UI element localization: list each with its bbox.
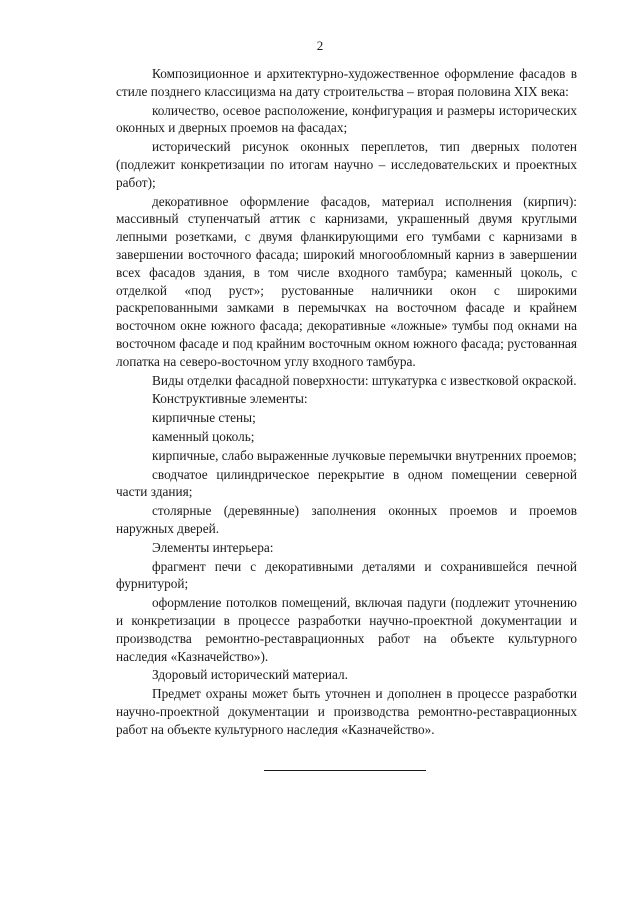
paragraph-protection-subject: Предмет охраны может быть уточнен и дополнен в процессе разработки научно-проектной документации и производства ремонтно-реставрационных работ на объекте культурного наследия «Казначейство». <box>116 686 577 737</box>
paragraph-window-pattern: исторический рисунок оконных переплетов, тип дверных полотен (подлежит конкретизации по итогам научно – исследовательских и проектных работ); <box>116 139 577 190</box>
paragraph-decorative-facade: декоративное оформление фасадов, материал исполнения (кирпич): массивный ступенчатый аттик с карнизами, украшенный двумя круглыми лепными розетками, с двумя фланкирующими его тумбами с карнизами в завершении восточного фасада; широкий многообломный карниз в завершении всех фасадов здания, в том числе входного тамбура; каменный цоколь, с отделкой «под руст»; рустованные наличники окон с широкими раскрепованными замками в перемычках на восточном фасаде и крайнем восточном окне южного фасада; декоративные «ложные» тумбы под окнами на восточном фасаде и под крайним восточным окном южного фасада; рустованная лопатка на северо-восточном углу входного тамбура. <box>116 193 577 369</box>
paragraph-lintels: кирпичные, слабо выраженные лучковые перемычки внутренних проемов; <box>152 447 577 463</box>
paragraph-structural-heading: Конструктивные элементы: <box>152 391 308 407</box>
paragraph-vaulted-ceiling: сводчатое цилиндрическое перекрытие в одном помещении северной части здания; <box>116 466 577 500</box>
paragraph-interior-heading: Элементы интерьера: <box>152 539 274 555</box>
paragraph-stone-plinth: каменный цоколь; <box>152 428 255 444</box>
paragraph-finish-types: Виды отделки фасадной поверхности: штукатурка с известковой окраской. <box>152 372 577 388</box>
paragraph-ceiling-design: оформление потолков помещений, включая падуги (подлежит уточнению и конкретизации в процессе разработки научно-проектной документации и производства ремонтно-реставрационных работ на объекте культурного наследия «Казначейство»). <box>116 595 577 664</box>
paragraph-joinery: столярные (деревянные) заполнения оконных проемов и проемов наружных дверей. <box>116 503 577 536</box>
paragraph-historic-material: Здоровый исторический материал. <box>152 667 348 683</box>
paragraph-brick-walls: кирпичные стены; <box>152 410 256 426</box>
closing-rule <box>264 770 426 771</box>
paragraph-facade-composition: Композиционное и архитектурно-художественное оформление фасадов в стиле позднего классицизма на дату строительства – вторая половина XIX века: <box>116 66 577 99</box>
paragraph-openings-count: количество, осевое расположение, конфигурация и размеры исторических оконных и дверных проемов на фасадах; <box>116 102 577 136</box>
document-body <box>116 65 577 738</box>
paragraph-stove-fragment: фрагмент печи с декоративными деталями и сохранившейся печной фурнитурой; <box>116 558 577 592</box>
page-number: 2 <box>316 38 324 53</box>
